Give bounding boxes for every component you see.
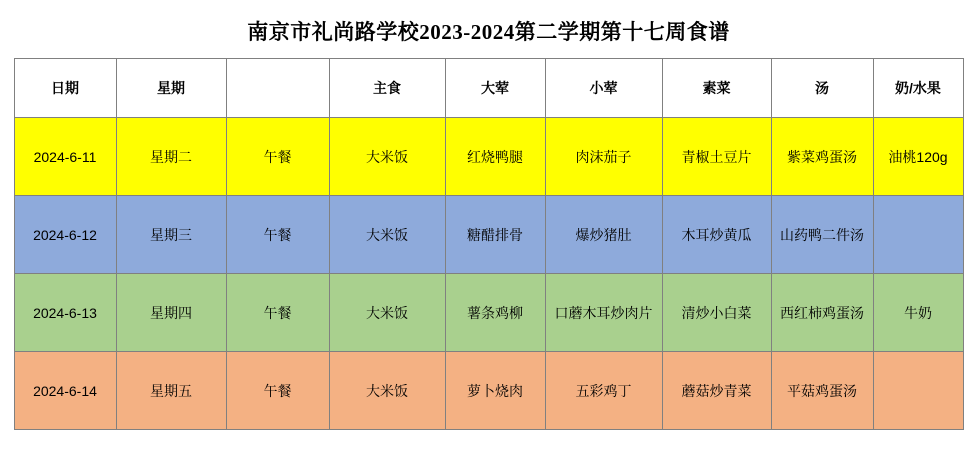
cell-date: 2024-6-14 — [14, 352, 116, 430]
cell-small-meat: 爆炒猪肚 — [545, 196, 662, 274]
table-header — [14, 59, 963, 118]
cell-soup: 山药鸭二件汤 — [771, 196, 873, 274]
column-header-staple: 主食 — [329, 59, 445, 118]
weekly-menu-table — [14, 58, 964, 430]
cell-meal: 午餐 — [226, 196, 329, 274]
table-header-row — [14, 59, 963, 118]
table-row — [14, 352, 963, 430]
column-header-weekday: 星期 — [116, 59, 226, 118]
column-header-date: 日期 — [14, 59, 116, 118]
cell-main-meat: 萝卜烧肉 — [445, 352, 545, 430]
table-row — [14, 274, 963, 352]
cell-main-meat: 糖醋排骨 — [445, 196, 545, 274]
column-header-main-meat: 大荤 — [445, 59, 545, 118]
cell-main-meat: 薯条鸡柳 — [445, 274, 545, 352]
cell-staple: 大米饭 — [329, 352, 445, 430]
cell-vegetable: 清炒小白菜 — [662, 274, 771, 352]
cell-soup: 平菇鸡蛋汤 — [771, 352, 873, 430]
cell-date: 2024-6-13 — [14, 274, 116, 352]
table-row — [14, 196, 963, 274]
cell-meal: 午餐 — [226, 352, 329, 430]
cell-vegetable: 蘑菇炒青菜 — [662, 352, 771, 430]
cell-weekday: 星期三 — [116, 196, 226, 274]
cell-vegetable: 青椒土豆片 — [662, 118, 771, 196]
cell-weekday: 星期五 — [116, 352, 226, 430]
cell-small-meat: 五彩鸡丁 — [545, 352, 662, 430]
cell-weekday: 星期二 — [116, 118, 226, 196]
table-row — [14, 118, 963, 196]
cell-milk-fruit: 牛奶 — [873, 274, 963, 352]
cell-date: 2024-6-11 — [14, 118, 116, 196]
cell-main-meat: 红烧鸭腿 — [445, 118, 545, 196]
cell-milk-fruit: 油桃120g — [873, 118, 963, 196]
column-header-vegetable: 素菜 — [662, 59, 771, 118]
column-header-small-meat: 小荤 — [545, 59, 662, 118]
cell-weekday: 星期四 — [116, 274, 226, 352]
cell-milk-fruit — [873, 196, 963, 274]
cell-staple: 大米饭 — [329, 274, 445, 352]
column-header-meal — [226, 59, 329, 118]
cell-meal: 午餐 — [226, 118, 329, 196]
cell-small-meat: 肉沫茄子 — [545, 118, 662, 196]
column-header-soup: 汤 — [771, 59, 873, 118]
cell-meal: 午餐 — [226, 274, 329, 352]
cell-milk-fruit — [873, 352, 963, 430]
cell-staple: 大米饭 — [329, 196, 445, 274]
cell-vegetable: 木耳炒黄瓜 — [662, 196, 771, 274]
cell-soup: 西红柿鸡蛋汤 — [771, 274, 873, 352]
cell-date: 2024-6-12 — [14, 196, 116, 274]
page-title: 南京市礼尚路学校2023-2024第二学期第十七周食谱 — [247, 20, 730, 44]
cell-small-meat: 口蘑木耳炒肉片 — [545, 274, 662, 352]
table-body — [14, 118, 963, 430]
cell-soup: 紫菜鸡蛋汤 — [771, 118, 873, 196]
cell-staple: 大米饭 — [329, 118, 445, 196]
column-header-milk-fruit: 奶/水果 — [873, 59, 963, 118]
